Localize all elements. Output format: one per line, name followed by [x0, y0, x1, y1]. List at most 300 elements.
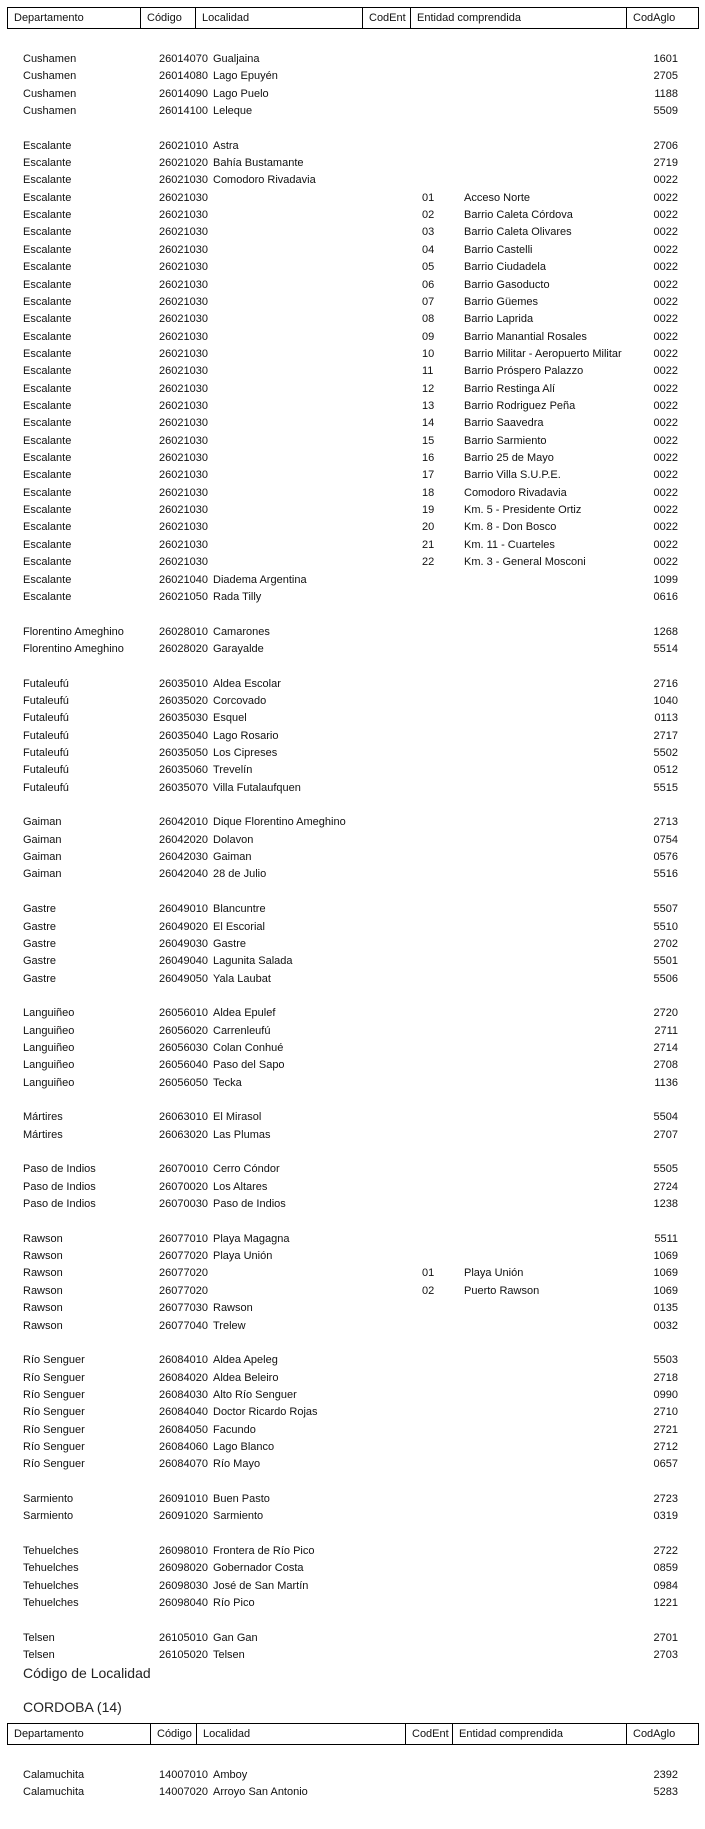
table-row: [0, 1075, 705, 1092]
departamento-cell: Sarmiento: [23, 1493, 74, 1505]
codent-cell: 01: [422, 1267, 435, 1279]
localidad-cell: Los Altares: [213, 1181, 268, 1193]
codigo-cell: 26021030: [159, 192, 208, 204]
table-row: [0, 1578, 705, 1595]
codent-cell: 14: [422, 417, 435, 429]
localidad-cell: Lago Rosario: [213, 730, 279, 742]
localidad-cell: Alto Río Senguer: [213, 1389, 297, 1401]
table-row: [0, 1508, 705, 1525]
departamento-cell: Escalante: [23, 556, 72, 568]
table-row: [0, 641, 705, 658]
codigo-cell: 26070030: [159, 1198, 208, 1210]
table-row: [0, 1109, 705, 1126]
departamento-cell: Futaleufú: [23, 695, 69, 707]
table-row: [0, 1543, 705, 1560]
header-cell: Localidad: [197, 1724, 406, 1744]
departamento-cell: Escalante: [23, 157, 72, 169]
departamento-cell: Rawson: [23, 1285, 63, 1297]
codigo-cell: 26021030: [159, 452, 208, 464]
codigo-cell: 26091020: [159, 1510, 208, 1522]
codaglo-cell: 0022: [653, 244, 678, 256]
codigo-cell: 26077030: [159, 1302, 208, 1314]
codaglo-cell: 0022: [653, 504, 678, 516]
departamento-cell: Escalante: [23, 209, 72, 221]
departamento-cell: Futaleufú: [23, 712, 69, 724]
codaglo-cell: 2722: [653, 1545, 678, 1557]
codigo-cell: 26077020: [159, 1267, 208, 1279]
codaglo-cell: 0022: [653, 279, 678, 291]
codaglo-cell: 0022: [653, 521, 678, 533]
codaglo-cell: 0022: [653, 296, 678, 308]
departamento-cell: Cushamen: [23, 105, 77, 117]
departamento-cell: Gastre: [23, 921, 57, 933]
codaglo-cell: 2716: [653, 678, 678, 690]
localidad-cell: Amboy: [213, 1769, 248, 1781]
codaglo-cell: 0022: [653, 556, 678, 568]
codaglo-cell: 0657: [653, 1458, 678, 1470]
codent-cell: 02: [422, 1285, 435, 1297]
table-row: [0, 502, 705, 519]
table-row: [0, 572, 705, 589]
localidad-cell: Cerro Cóndor: [213, 1163, 280, 1175]
codent-cell: 15: [422, 435, 435, 447]
codent-cell: 06: [422, 279, 435, 291]
table-row: [0, 1283, 705, 1300]
codaglo-cell: 5510: [653, 921, 678, 933]
entidad-cell: Barrio Castelli: [464, 244, 533, 256]
departamento-cell: Rawson: [23, 1233, 63, 1245]
codigo-cell: 26021030: [159, 174, 208, 186]
codaglo-cell: 1601: [653, 53, 678, 65]
departamento-cell: Escalante: [23, 174, 72, 186]
localidad-cell: Frontera de Río Pico: [213, 1545, 315, 1557]
entidad-cell: Barrio Caleta Olivares: [464, 226, 572, 238]
codaglo-cell: 0022: [653, 452, 678, 464]
table-row: [0, 1439, 705, 1456]
departamento-cell: Paso de Indios: [23, 1163, 96, 1175]
table-row: [0, 207, 705, 224]
codaglo-cell: 2702: [653, 938, 678, 950]
codaglo-cell: 1069: [653, 1285, 678, 1297]
entidad-cell: Barrio Ciudadela: [464, 261, 546, 273]
table-row: [0, 1560, 705, 1577]
departamento-cell: Escalante: [23, 383, 72, 395]
codigo-cell: 26084020: [159, 1372, 208, 1384]
departamento-cell: Escalante: [23, 313, 72, 325]
codaglo-cell: 0990: [653, 1389, 678, 1401]
codent-cell: 22: [422, 556, 435, 568]
localidad-cell: Leleque: [213, 105, 253, 117]
table-row: [0, 554, 705, 571]
codaglo-cell: 2705: [653, 70, 678, 82]
codigo-cell: 26014090: [159, 88, 208, 100]
codigo-cell: 26042010: [159, 816, 208, 828]
table-row: [0, 1630, 705, 1647]
table-row: [0, 1404, 705, 1421]
entidad-cell: Km. 3 - General Mosconi: [464, 556, 586, 568]
codigo-cell: 26056040: [159, 1059, 208, 1071]
table-row: [0, 780, 705, 797]
departamento-cell: Languiñeo: [23, 1007, 75, 1019]
entidad-cell: Acceso Norte: [464, 192, 531, 204]
codaglo-cell: 5514: [653, 643, 678, 655]
codigo-cell: 26056050: [159, 1077, 208, 1089]
localidad-cell: El Mirasol: [213, 1111, 262, 1123]
table-row: [0, 676, 705, 693]
codigo-cell: 26021030: [159, 556, 208, 568]
localidad-cell: Lago Blanco: [213, 1441, 275, 1453]
entidad-cell: Barrio Caleta Córdova: [464, 209, 573, 221]
departamento-cell: Mártires: [23, 1111, 63, 1123]
localidad-cell: Gobernador Costa: [213, 1562, 304, 1574]
codigo-cell: 26056030: [159, 1042, 208, 1054]
header-cell: CodEnt: [406, 1724, 453, 1744]
codaglo-cell: 2711: [654, 1025, 678, 1037]
table-row: [0, 1595, 705, 1612]
departamento-cell: Calamuchita: [23, 1769, 85, 1781]
table-row: [0, 624, 705, 641]
codigo-cell: 26077040: [159, 1320, 208, 1332]
departamento-cell: Paso de Indios: [23, 1198, 96, 1210]
codigo-cell: 26014070: [159, 53, 208, 65]
codigo-cell: 26070010: [159, 1163, 208, 1175]
entidad-cell: Barrio Saavedra: [464, 417, 544, 429]
departamento-cell: Escalante: [23, 452, 72, 464]
table-row: [0, 467, 705, 484]
header-cell: Código: [141, 8, 196, 28]
table-row: [0, 224, 705, 241]
table-row: [0, 866, 705, 883]
table-row: [0, 519, 705, 536]
entidad-cell: Barrio Militar - Aeropuerto Militar: [464, 348, 622, 360]
header-cell: Localidad: [196, 8, 363, 28]
table-row: [0, 919, 705, 936]
departamento-cell: Río Senguer: [23, 1372, 85, 1384]
codigo-cell: 26049030: [159, 938, 208, 950]
localidad-cell: Rada Tilly: [213, 591, 262, 603]
departamento-cell: Futaleufú: [23, 730, 69, 742]
localidad-cell: 28 de Julio: [213, 868, 267, 880]
header-cell: Código: [151, 1724, 197, 1744]
codigo-cell: 26035070: [159, 782, 208, 794]
codigo-cell: 26021030: [159, 244, 208, 256]
codaglo-cell: 0022: [653, 174, 678, 186]
codigo-cell: 26021030: [159, 226, 208, 238]
table-row: [0, 762, 705, 779]
codaglo-cell: 0022: [653, 417, 678, 429]
codigo-cell: 26021030: [159, 209, 208, 221]
codaglo-cell: 2701: [653, 1632, 678, 1644]
codigo-cell: 26098020: [159, 1562, 208, 1574]
localidad-cell: Aldea Apeleg: [213, 1354, 278, 1366]
codigo-cell: 26084050: [159, 1424, 208, 1436]
departamento-cell: Telsen: [23, 1632, 55, 1644]
table-row: [0, 415, 705, 432]
entidad-cell: Barrio Sarmiento: [464, 435, 547, 447]
departamento-cell: Languiñeo: [23, 1077, 75, 1089]
entidad-cell: Barrio Laprida: [464, 313, 534, 325]
table-row: [0, 693, 705, 710]
codigo-cell: 26063020: [159, 1129, 208, 1141]
table-row: [0, 329, 705, 346]
localidad-cell: Facundo: [213, 1424, 256, 1436]
departamento-cell: Futaleufú: [23, 782, 69, 794]
table-row: [0, 1387, 705, 1404]
codaglo-cell: 0022: [653, 226, 678, 238]
localidad-cell: Las Plumas: [213, 1129, 271, 1141]
departamento-cell: Escalante: [23, 348, 72, 360]
codigo-cell: 26021030: [159, 296, 208, 308]
table-row: [0, 1370, 705, 1387]
codigo-cell: 26021030: [159, 435, 208, 447]
codigo-cell: 26063010: [159, 1111, 208, 1123]
departamento-cell: Rawson: [23, 1250, 63, 1262]
codigo-cell: 26021030: [159, 487, 208, 499]
table-row: [0, 86, 705, 103]
codaglo-cell: 0022: [653, 383, 678, 395]
table-row: [0, 363, 705, 380]
codaglo-cell: 0022: [653, 469, 678, 481]
localidad-cell: Río Mayo: [213, 1458, 261, 1470]
localidad-cell: Diadema Argentina: [213, 574, 307, 586]
codaglo-cell: 0022: [653, 192, 678, 204]
codaglo-cell: 2713: [653, 816, 678, 828]
departamento-cell: Florentino Ameghino: [23, 626, 124, 638]
table-row: [0, 242, 705, 259]
codaglo-cell: 5515: [653, 782, 678, 794]
codaglo-cell: 2703: [653, 1649, 678, 1661]
entidad-cell: Km. 11 - Cuarteles: [464, 539, 555, 551]
codent-cell: 10: [422, 348, 435, 360]
codigo-cell: 26021040: [159, 574, 208, 586]
departamento-cell: Escalante: [23, 504, 72, 516]
departamento-cell: Calamuchita: [23, 1786, 85, 1798]
localidad-cell: Buen Pasto: [213, 1493, 270, 1505]
departamento-cell: Rawson: [23, 1320, 63, 1332]
codigo-cell: 26077020: [159, 1250, 208, 1262]
table-row: [0, 1767, 705, 1784]
departamento-cell: Futaleufú: [23, 747, 69, 759]
localidad-cell: Corcovado: [213, 695, 267, 707]
table-row: [0, 814, 705, 831]
codigo-cell: 26021030: [159, 469, 208, 481]
table-row: [0, 849, 705, 866]
codent-cell: 18: [422, 487, 435, 499]
table-row: [0, 103, 705, 120]
codaglo-cell: 2392: [653, 1769, 678, 1781]
entidad-cell: Km. 8 - Don Bosco: [464, 521, 557, 533]
codaglo-cell: 1040: [653, 695, 678, 707]
codigo-cell: 26049040: [159, 955, 208, 967]
localidad-cell: Esquel: [213, 712, 247, 724]
codigo-cell: 26021030: [159, 313, 208, 325]
codigo-cell: 26084030: [159, 1389, 208, 1401]
departamento-cell: Gaiman: [23, 868, 62, 880]
codigo-cell: 26098040: [159, 1597, 208, 1609]
codaglo-cell: 0022: [653, 365, 678, 377]
departamento-cell: Tehuelches: [23, 1580, 79, 1592]
localidad-cell: José de San Martín: [213, 1580, 309, 1592]
codaglo-cell: 2712: [653, 1441, 678, 1453]
entidad-cell: Barrio Gasoducto: [464, 279, 550, 291]
departamento-cell: Escalante: [23, 417, 72, 429]
departamento-cell: Escalante: [23, 331, 72, 343]
codaglo-cell: 0022: [653, 539, 678, 551]
table-row: [0, 589, 705, 606]
codent-cell: 09: [422, 331, 435, 343]
table-row: [0, 1352, 705, 1369]
departamento-cell: Tehuelches: [23, 1562, 79, 1574]
codigo-cell: 26105020: [159, 1649, 208, 1661]
departamento-cell: Languiñeo: [23, 1042, 75, 1054]
departamento-cell: Río Senguer: [23, 1424, 85, 1436]
codigo-cell: 26021030: [159, 348, 208, 360]
table-header: [7, 7, 699, 29]
codigo-cell: 26021010: [159, 140, 208, 152]
localidad-cell: Yala Laubat: [213, 973, 271, 985]
table-row: [0, 537, 705, 554]
table-row: [0, 832, 705, 849]
departamento-cell: Telsen: [23, 1649, 55, 1661]
departamento-cell: Gaiman: [23, 816, 62, 828]
codent-cell: 17: [422, 469, 435, 481]
codigo-cell: 26021030: [159, 417, 208, 429]
codigo-cell: 26042020: [159, 834, 208, 846]
codigo-cell: 26098030: [159, 1580, 208, 1592]
table-row: [0, 259, 705, 276]
table-row: [0, 1491, 705, 1508]
codent-cell: 01: [422, 192, 435, 204]
header-cell: Departamento: [8, 1724, 151, 1744]
codigo-cell: 26035060: [159, 764, 208, 776]
codigo-cell: 26021030: [159, 279, 208, 291]
table-header: [7, 1723, 699, 1745]
localidad-cell: Sarmiento: [213, 1510, 264, 1522]
localidad-cell: Lago Epuyén: [213, 70, 278, 82]
codigo-cell: 26021030: [159, 400, 208, 412]
localidad-cell: Arroyo San Antonio: [213, 1786, 308, 1798]
departamento-cell: Cushamen: [23, 70, 77, 82]
codaglo-cell: 2718: [653, 1372, 678, 1384]
codigo-cell: 26028010: [159, 626, 208, 638]
table-row: [0, 1422, 705, 1439]
localidad-cell: Blancuntre: [213, 903, 266, 915]
codaglo-cell: 1238: [653, 1198, 678, 1210]
codigo-cell: 26035020: [159, 695, 208, 707]
localidad-cell: Playa Magagna: [213, 1233, 290, 1245]
departamento-cell: Futaleufú: [23, 764, 69, 776]
codaglo-cell: 2706: [653, 140, 678, 152]
codigo-cell: 26014100: [159, 105, 208, 117]
codaglo-cell: 0859: [653, 1562, 678, 1574]
localidad-cell: Playa Unión: [213, 1250, 273, 1262]
codigo-cell: 26084070: [159, 1458, 208, 1470]
localidad-cell: Carrenleufú: [213, 1025, 271, 1037]
departamento-cell: Cushamen: [23, 53, 77, 65]
codaglo-cell: 2719: [653, 157, 678, 169]
table-row: [0, 1456, 705, 1473]
localidad-cell: Rawson: [213, 1302, 253, 1314]
localidad-cell: Telsen: [213, 1649, 245, 1661]
codaglo-cell: 1221: [653, 1597, 678, 1609]
codent-cell: 08: [422, 313, 435, 325]
localidad-cell: Dolavon: [213, 834, 254, 846]
codent-cell: 02: [422, 209, 435, 221]
localidad-cell: Aldea Epulef: [213, 1007, 276, 1019]
localidad-cell: Doctor Ricardo Rojas: [213, 1406, 318, 1418]
codigo-cell: 26021030: [159, 261, 208, 273]
table-row: [0, 1784, 705, 1801]
codaglo-cell: 0022: [653, 435, 678, 447]
codigo-cell: 26098010: [159, 1545, 208, 1557]
codigo-cell: 26084040: [159, 1406, 208, 1418]
table-row: [0, 398, 705, 415]
departamento-cell: Languiñeo: [23, 1025, 75, 1037]
codaglo-cell: 2707: [653, 1129, 678, 1141]
codaglo-cell: 5503: [653, 1354, 678, 1366]
table-row: [0, 1647, 705, 1664]
table-row: [0, 1318, 705, 1335]
departamento-cell: Río Senguer: [23, 1458, 85, 1470]
table-row: [0, 346, 705, 363]
entidad-cell: Comodoro Rivadavia: [464, 487, 567, 499]
codaglo-cell: 2708: [653, 1059, 678, 1071]
departamento-cell: Rawson: [23, 1267, 63, 1279]
codigo-cell: 26021030: [159, 331, 208, 343]
codaglo-cell: 1188: [654, 88, 678, 100]
entidad-cell: Barrio Próspero Palazzo: [464, 365, 584, 377]
codigo-cell: 26021030: [159, 504, 208, 516]
codent-cell: 19: [422, 504, 435, 516]
table-row: [0, 138, 705, 155]
codigo-cell: 26035030: [159, 712, 208, 724]
codent-cell: 03: [422, 226, 435, 238]
departamento-cell: Río Senguer: [23, 1389, 85, 1401]
codent-cell: 12: [422, 383, 435, 395]
codigo-cell: 26084010: [159, 1354, 208, 1366]
table-row: [0, 745, 705, 762]
codaglo-cell: 0512: [653, 764, 678, 776]
entidad-cell: Km. 5 - Presidente Ortiz: [464, 504, 582, 516]
departamento-cell: Gastre: [23, 903, 57, 915]
table-row: [0, 51, 705, 68]
localidad-cell: Camarones: [213, 626, 270, 638]
codigo-cell: 26077010: [159, 1233, 208, 1245]
table-row: [0, 1040, 705, 1057]
entidad-cell: Barrio Güemes: [464, 296, 538, 308]
codigo-cell: 26021020: [159, 157, 208, 169]
codaglo-cell: 5516: [653, 868, 678, 880]
departamento-cell: Escalante: [23, 279, 72, 291]
table-row: [0, 1248, 705, 1265]
codaglo-cell: 0022: [653, 348, 678, 360]
table-row: [0, 728, 705, 745]
codigo-cell: 26042040: [159, 868, 208, 880]
codaglo-cell: 0113: [654, 712, 678, 724]
departamento-cell: Paso de Indios: [23, 1181, 96, 1193]
codigo-cell: 26056010: [159, 1007, 208, 1019]
codent-cell: 21: [422, 539, 435, 551]
header-cell: CodEnt: [363, 8, 411, 28]
codigo-cell: 26049010: [159, 903, 208, 915]
codigo-cell: 26021030: [159, 539, 208, 551]
header-cell: Departamento: [8, 8, 141, 28]
entidad-cell: Playa Unión: [464, 1267, 524, 1279]
entidad-cell: Barrio Rodriguez Peña: [464, 400, 576, 412]
codaglo-cell: 5511: [654, 1233, 678, 1245]
localidad-cell: Lagunita Salada: [213, 955, 293, 967]
codaglo-cell: 5509: [653, 105, 678, 117]
